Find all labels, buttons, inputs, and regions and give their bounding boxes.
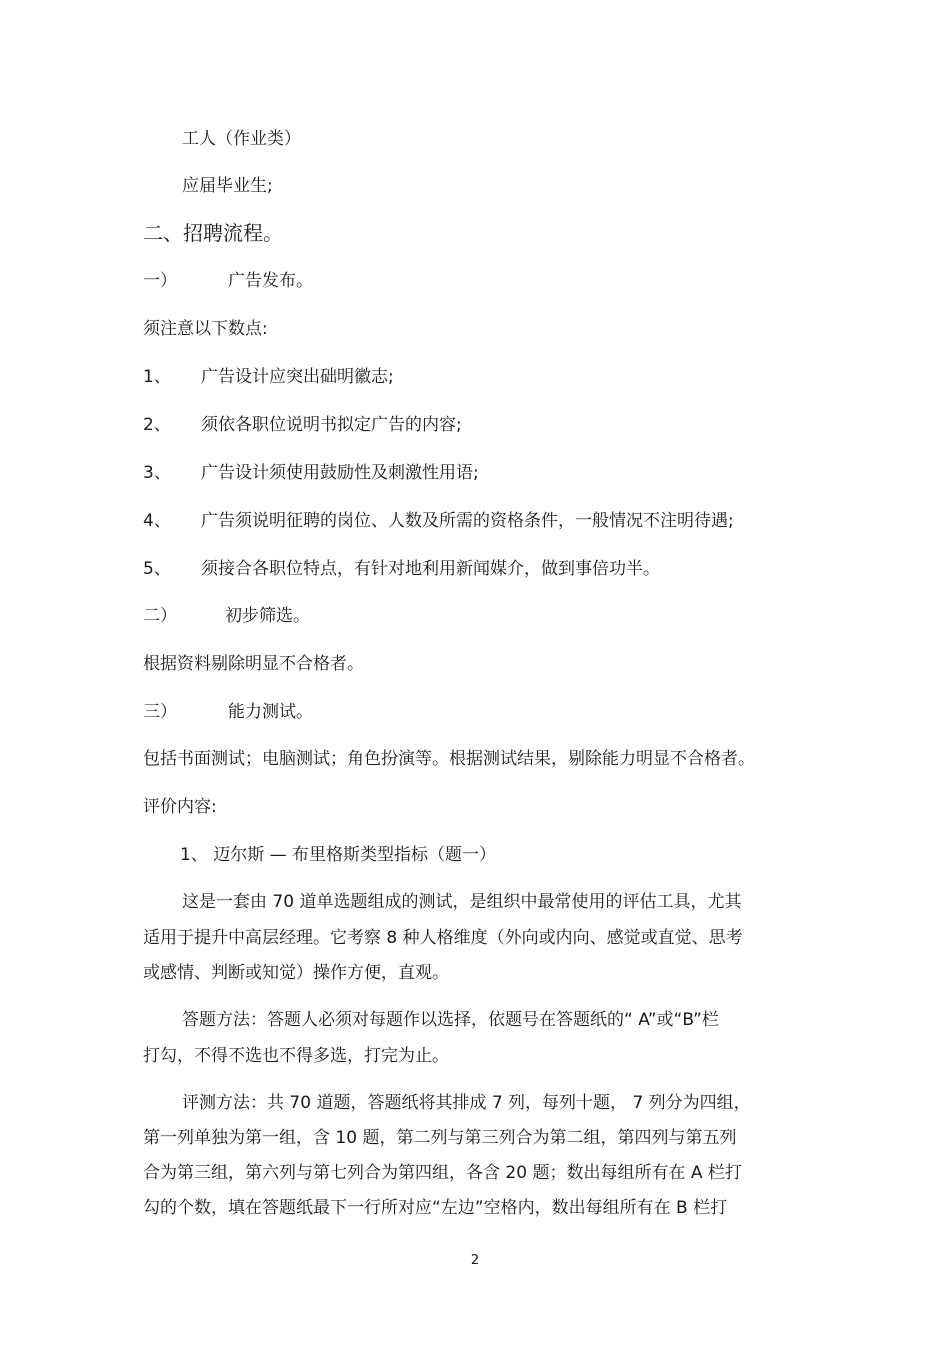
item-number: 4、 [143,511,171,531]
item-text: 广告设计应突出础明徽志; [201,367,394,387]
item-number: 3、 [143,463,171,483]
paragraph-line: 第一列单独为第一组，含 10 题，第二列与第三列合为第二组，第四列与第五列 [143,1128,737,1148]
subsection-heading [143,701,313,723]
paragraph-line: 适用于提升中高层经理。它考察 8 种人格维度（外向或内向、感觉或直觉、思考 [143,928,743,948]
paragraph: 根据资料剔除明显不合格者。 [143,654,364,674]
paragraph-line: 打勾，不得不选也不得多选，打完为止。 [143,1046,449,1066]
item-number: 一） [143,271,177,291]
item-text: 广告发布。 [228,271,313,291]
paragraph-line: 勾的个数，填在答题纸最下一行所对应“左边”空格内，数出每组所有在 B 栏打 [143,1198,728,1218]
list-item [143,366,394,388]
paragraph-line: 评测方法：共 70 道题，答题纸将其排成 7 列，每列十题， 7 列分为四组， [182,1093,751,1113]
item-text: 须依各职位说明书拟定广告的内容; [201,415,462,435]
list-item: 应届毕业生; [182,176,273,196]
subsection-heading [143,270,313,292]
item-text: 广告设计须使用鼓励性及刺激性用语; [201,463,479,483]
item-text: 广告须说明征聘的岗位、人数及所需的资格条件，一般情况不注明待遇; [201,511,734,531]
list-item [143,414,462,436]
paragraph-line: 合为第三组，第六列与第七列合为第四组，各含 20 题；数出每组所有在 A 栏打 [143,1163,742,1183]
list-item [143,558,660,580]
item-number: 2、 [143,415,171,435]
page-number: 2 [470,1253,480,1268]
paragraph-line: 答题方法：答题人必须对每题作以选择，依题号在答题纸的“ A”或“B”栏 [182,1010,719,1030]
paragraph: 评价内容: [143,797,217,817]
list-item [143,462,479,484]
paragraph-line: 或感情、判断或知觉）操作方便，直观。 [143,963,449,983]
paragraph: 包括书面测试；电脑测试；角色扮演等。根据测试结果，剔除能力明显不合格者。 [143,749,755,769]
item-number: 5、 [143,559,171,579]
item-text: 能力测试。 [228,702,313,722]
section-heading: 二、招聘流程。 [143,221,283,245]
item-text: 须接合各职位特点，有针对地利用新闻媒介，做到事倍功半。 [201,559,660,579]
list-item: 1、 迈尔斯 — 布里格斯类型指标（题一） [180,845,497,865]
paragraph-line: 这是一套由 70 道单选题组成的测试，是组织中最常使用的评估工具，尤其 [182,892,742,912]
item-number: 三） [143,702,177,722]
subsection-heading [143,605,310,627]
item-text: 初步筛选。 [225,606,310,626]
list-item [143,510,734,532]
item-number: 1、 [143,367,171,387]
list-item: 工人（作业类） [182,129,301,149]
paragraph: 须注意以下数点: [143,319,268,339]
item-number: 二） [143,606,177,626]
